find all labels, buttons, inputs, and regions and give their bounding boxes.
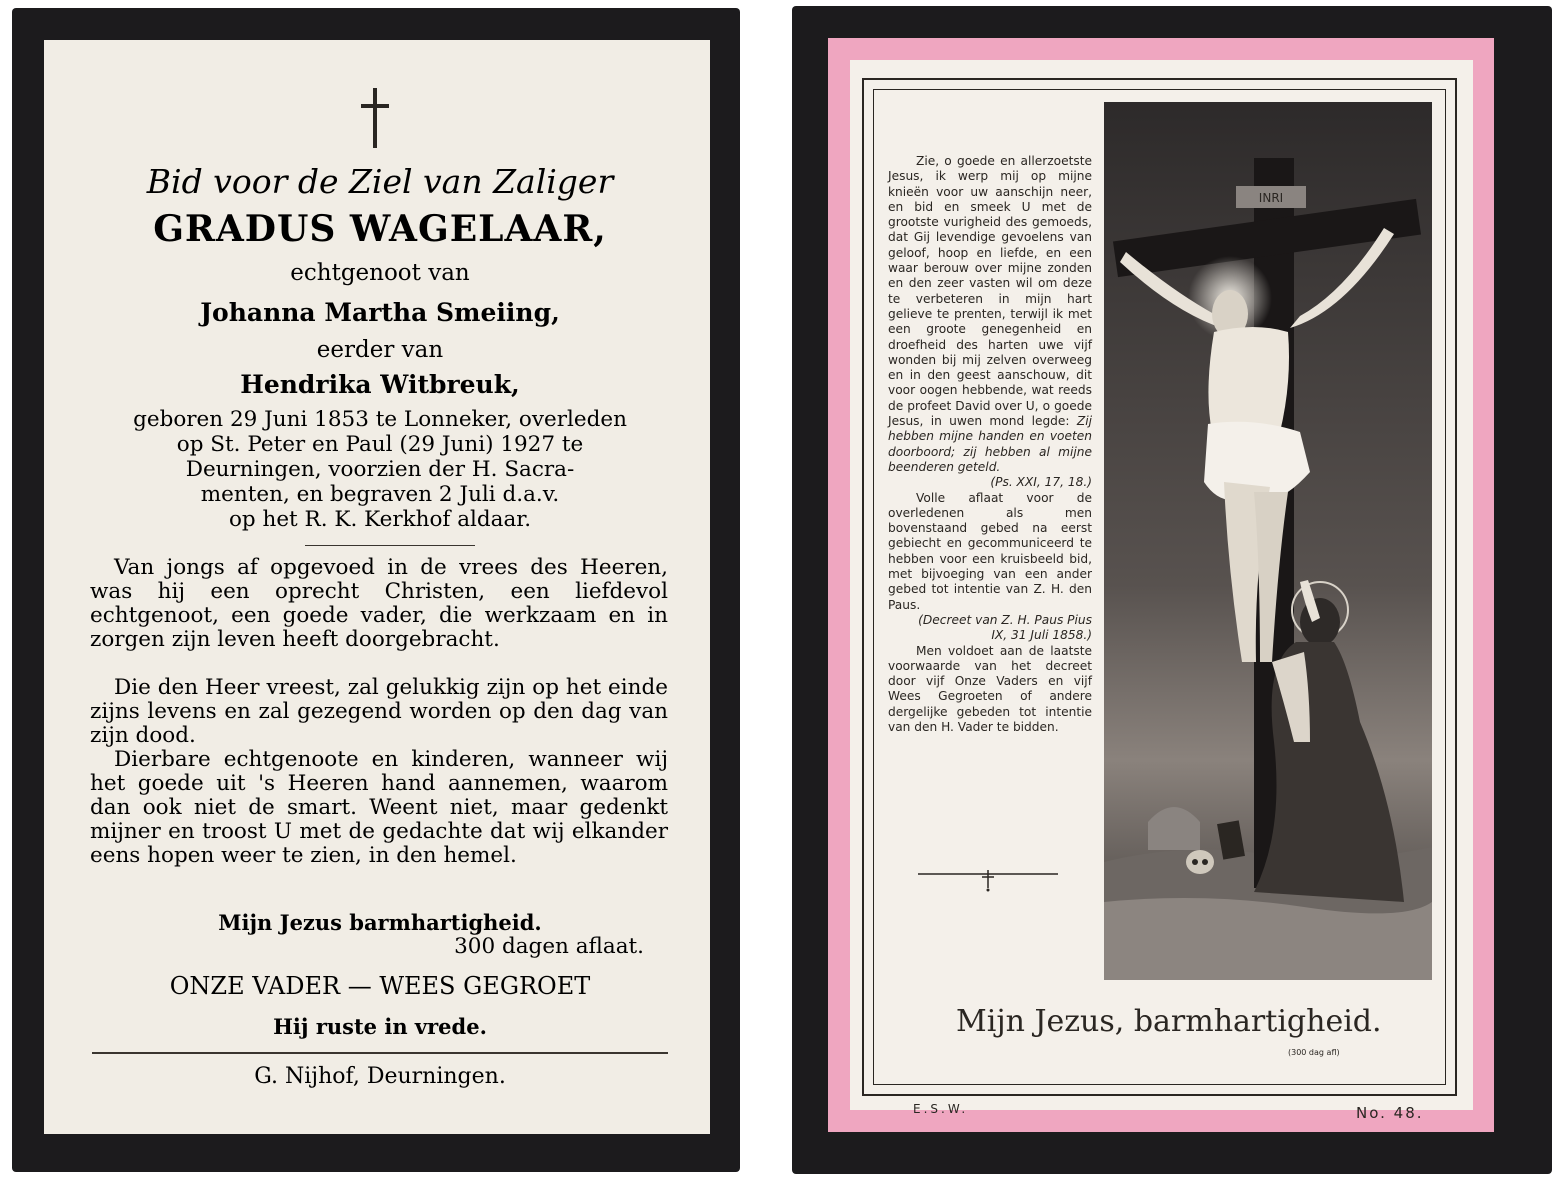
- spouse-name: Johanna Martha Smeiing,: [200, 298, 560, 327]
- bio-line: menten, en begraven 2 Juli d.a.v.: [200, 482, 560, 507]
- prayer-paragraph: Volle aflaat voor de overledenen als men bovenstaand gebed na eerst gebiecht en gecommuniceerd te hebben voor een kruisbeeld bid, met bijvoeging van een ander gebed tot intentie van Z. H. den Paus.: [888, 490, 1092, 612]
- paragraph: Die den Heer vreest, zal gelukkig zijn op het einde zijns levens en zal gezegend worden op den dag van zijn dood.: [90, 675, 668, 748]
- bio-line: Deurningen, voorzien der H. Sacra-: [185, 457, 575, 482]
- ejaculation: Mijn Jezus barmhartigheid.: [218, 910, 542, 935]
- prayer-paragraph: Zie, o goede en allerzoetste Jesus, ik werp mij op mijne knieën voor uw aanschijn neer, en bid en smeek U met de grootste vurigheid des gemoeds, dat Gij levendige gevoelens van geloof, hoop en liefde, en een waar berouw over mijne zonden en den zeer vasten wil om deze te verbeteren in mijn hart gelieve te prenten, terwijl ik met een groote genegenheid en droefheid des harten uwe vijf wonden bij mij zelven overweeg en in den geest aanschouw, dit voor oogen hebbende, wat reeds de profeet David over U, o goede Jesus, in uwen mond legde: Zij hebben mijne handen en voeten doorboord; zij hebben al mijne beenderen geteld.: [888, 154, 1092, 474]
- bio-line: op St. Peter en Paul (29 Juni) 1927 te: [176, 432, 584, 457]
- paragraph: Dierbare echtgenoote en kinderen, wanneer wij het goede uit 's Heeren hand aannemen, waarom dan ook niet de smart. Weent niet, maar gedenkt mijner en troost U met de gedachte dat wij elkander eens hopen weer te zien, in den hemel.: [90, 747, 668, 868]
- cross-icon: [358, 88, 392, 148]
- bottom-rule: [92, 1052, 668, 1054]
- inri-sign: INRI: [1258, 191, 1284, 205]
- prayer-citation: (Ps. XXI, 17, 18.): [990, 475, 1092, 490]
- card-number: No. 48.: [1356, 1104, 1424, 1122]
- prayer-citation: (Decreet van Z. H. Paus Pius IX, 31 Juli 1858.): [918, 612, 1092, 643]
- rest-in-peace: Hij ruste in vrede.: [273, 1014, 487, 1039]
- indulgence: 300 dagen aflaat.: [454, 934, 644, 959]
- bio-line: geboren 29 Juni 1853 te Lonneker, overleden: [133, 407, 627, 432]
- bio-line: op het R. K. Kerkhof aldaar.: [228, 507, 532, 532]
- paragraph: Van jongs af opgevoed in de vrees des Heeren, was hij een oprecht Christen, een liefdevol echtgenoot, een goede vader, die werkzaam en in zorgen zijn leven heeft doorgebracht.: [90, 555, 668, 652]
- former-label: eerder van: [316, 337, 444, 363]
- indulgence-days: (300 dag afl): [1288, 1048, 1340, 1057]
- crucifixion-illustration: [1104, 102, 1432, 980]
- printer: G. Nijhof, Deurningen.: [254, 1064, 506, 1089]
- invocation: Bid voor de Ziel van Zaliger: [146, 162, 614, 201]
- deceased-name: GRADUS WAGELAAR,: [153, 208, 607, 250]
- spouse-label: echtgenoot van: [290, 260, 470, 286]
- prayer-text: [888, 154, 1092, 735]
- motto: Mijn Jezus, barmhartigheid.: [956, 1004, 1382, 1039]
- prayers-line: ONZE VADER — WEES GEGROET: [169, 972, 591, 1000]
- divider: [305, 545, 475, 546]
- prayer-paragraph: Men voldoet aan de laatste voorwaarde van het decreet door vijf Onze Vaders en vijf Wees Gegroeten of andere dergelijke gebeden tot intentie van den H. Vader te bidden.: [888, 643, 1092, 734]
- ornament-divider: [918, 868, 1058, 892]
- former-spouse-name: Hendrika Witbreuk,: [240, 370, 520, 399]
- publisher-mark: E.S.W.: [913, 1102, 969, 1116]
